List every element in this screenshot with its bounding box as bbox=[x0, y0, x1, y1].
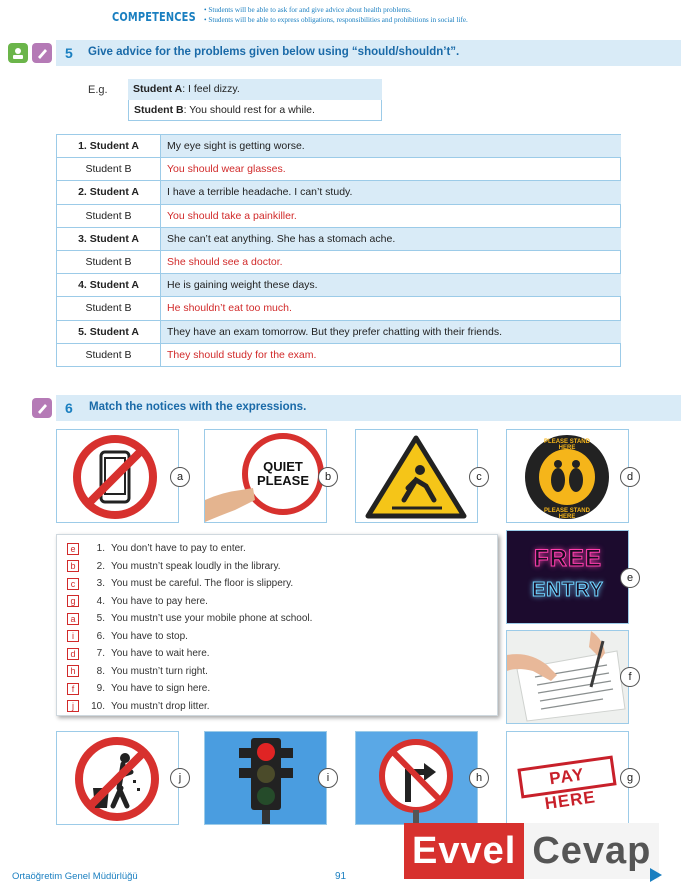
item-number: 10. bbox=[91, 700, 105, 712]
notice-letter-f: f bbox=[620, 667, 640, 687]
notice-letter-b: b bbox=[318, 467, 338, 487]
item-text: You have to wait here. bbox=[111, 648, 210, 659]
item-text: You must be careful. The floor is slippery. bbox=[111, 578, 294, 589]
answer-text[interactable]: He shouldn’t eat too much. bbox=[161, 297, 621, 320]
student-b-label: Student B bbox=[57, 297, 161, 320]
footer-publisher: Ortaöğretim Genel Müdürlüğü bbox=[12, 871, 138, 882]
student-b-label: Student B bbox=[57, 343, 161, 366]
table-row bbox=[57, 320, 621, 343]
list-item bbox=[67, 698, 210, 715]
list-item bbox=[67, 610, 312, 627]
example-label: E.g. bbox=[88, 84, 108, 96]
answer-box[interactable]: h bbox=[67, 665, 79, 677]
item-number: 3. bbox=[96, 578, 105, 589]
table-row bbox=[57, 181, 621, 204]
competences-list bbox=[204, 5, 468, 25]
quiet-please-text: QUIET PLEASE bbox=[256, 459, 309, 488]
answer-box[interactable]: a bbox=[67, 613, 79, 625]
list-item bbox=[67, 663, 208, 680]
list-item bbox=[67, 575, 293, 592]
example-row-a: Student A: I feel dizzy. bbox=[128, 79, 382, 100]
page-number: 91 bbox=[335, 871, 347, 882]
answer-box[interactable]: e bbox=[67, 543, 79, 555]
list-item bbox=[67, 558, 281, 575]
item-text: You don’t have to pay to enter. bbox=[111, 543, 246, 554]
brand-part-2: Cevap bbox=[524, 823, 659, 879]
item-text: You mustn’t speak loudly in the library. bbox=[111, 560, 281, 572]
notice-sign-here bbox=[506, 630, 629, 724]
answer-box[interactable]: f bbox=[67, 683, 79, 695]
table-row bbox=[57, 227, 621, 250]
student-a-label: 2. Student A bbox=[57, 181, 161, 204]
answer-box[interactable]: i bbox=[67, 630, 79, 642]
competence-item: • Students will be able to express obligations, responsibilities and prohibitions in social life. bbox=[204, 15, 468, 25]
item-text: You mustn’t turn right. bbox=[111, 665, 208, 677]
advice-table bbox=[56, 134, 621, 367]
answer-text[interactable]: You should wear glasses. bbox=[161, 158, 621, 181]
free-text: FREE bbox=[533, 545, 602, 572]
section-6-number: 6 bbox=[65, 400, 73, 416]
item-text: You have to stop. bbox=[111, 630, 188, 642]
answer-text[interactable]: They should study for the exam. bbox=[161, 343, 621, 366]
brand-logo bbox=[404, 823, 659, 879]
student-a-label: 3. Student A bbox=[57, 227, 161, 250]
list-item bbox=[67, 628, 188, 645]
student-a-label: 4. Student A bbox=[57, 274, 161, 297]
competences-header bbox=[0, 0, 681, 32]
next-page-arrow-icon[interactable] bbox=[650, 868, 662, 882]
listening-icon bbox=[8, 43, 28, 63]
student-a-label: 5. Student A bbox=[57, 320, 161, 343]
pay-here-stamp: PAY HERE bbox=[517, 755, 616, 798]
competence-item: • Students will be able to ask for and give advice about health problems. bbox=[204, 5, 468, 15]
item-number: 6. bbox=[96, 630, 105, 642]
notice-letter-d: d bbox=[620, 467, 640, 487]
answer-box[interactable]: b bbox=[67, 560, 79, 572]
notice-quiet-please bbox=[204, 429, 327, 523]
student-a-label: 1. Student A bbox=[57, 135, 161, 158]
notice-letter-e: e bbox=[620, 568, 640, 588]
problem-text: I have a terrible headache. I can’t study. bbox=[161, 181, 621, 204]
answer-box[interactable]: d bbox=[67, 648, 79, 660]
section-5-number: 5 bbox=[65, 45, 73, 61]
item-number: 2. bbox=[96, 560, 105, 572]
notice-no-litter bbox=[56, 731, 179, 825]
stand-here-text-top: PLEASE STAND HERE bbox=[544, 439, 590, 451]
notice-letter-j: j bbox=[170, 768, 190, 788]
table-row bbox=[57, 343, 621, 366]
section-6-title: Match the notices with the expressions. bbox=[89, 401, 307, 413]
expressions-list bbox=[56, 534, 498, 716]
item-text: You mustn’t drop litter. bbox=[111, 700, 210, 712]
competences-title: COMPETENCES bbox=[112, 10, 196, 24]
notice-letter-a: a bbox=[170, 467, 190, 487]
item-text: You have to pay here. bbox=[111, 595, 208, 607]
problem-text: He is gaining weight these days. bbox=[161, 274, 621, 297]
item-number: 4. bbox=[96, 595, 105, 607]
item-number: 9. bbox=[96, 683, 105, 694]
table-row bbox=[57, 158, 621, 181]
example-speaker: Student B bbox=[134, 104, 184, 116]
section-5-title: Give advice for the problems given below using “should/shouldn’t”. bbox=[88, 46, 460, 58]
example-text: I feel dizzy. bbox=[188, 83, 240, 95]
item-number: 1. bbox=[96, 543, 105, 554]
list-item bbox=[67, 680, 210, 697]
table-row bbox=[57, 274, 621, 297]
table-row bbox=[57, 204, 621, 227]
entry-text: ENTRY bbox=[531, 579, 605, 601]
answer-text[interactable]: You should take a painkiller. bbox=[161, 204, 621, 227]
notice-traffic-light bbox=[204, 731, 327, 825]
notice-free-entry bbox=[506, 530, 629, 624]
answer-text[interactable]: She should see a doctor. bbox=[161, 250, 621, 273]
notice-wet-floor bbox=[355, 429, 478, 523]
notice-no-right-turn bbox=[355, 731, 478, 825]
problem-text: They have an exam tomorrow. But they prefer chatting with their friends. bbox=[161, 320, 621, 343]
item-text: You mustn’t use your mobile phone at school. bbox=[111, 613, 313, 624]
list-item bbox=[67, 645, 210, 662]
notice-pay-here bbox=[506, 731, 629, 825]
stand-here-text-bottom: PLEASE STAND HERE bbox=[544, 508, 590, 520]
notice-stand-here bbox=[506, 429, 629, 523]
notice-letter-h: h bbox=[469, 768, 489, 788]
item-number: 5. bbox=[96, 613, 105, 624]
example-text: You should rest for a while. bbox=[189, 104, 315, 116]
student-b-label: Student B bbox=[57, 204, 161, 227]
answer-box[interactable]: g bbox=[67, 595, 79, 607]
item-number: 8. bbox=[96, 665, 105, 677]
notice-letter-i: i bbox=[318, 768, 338, 788]
example-speaker: Student A bbox=[133, 83, 183, 95]
brand-part-1: Evvel bbox=[404, 823, 524, 879]
notice-letter-c: c bbox=[469, 467, 489, 487]
writing-icon bbox=[32, 398, 52, 418]
problem-text: My eye sight is getting worse. bbox=[161, 135, 621, 158]
example-row-b: Student B: You should rest for a while. bbox=[128, 100, 382, 121]
writing-icon bbox=[32, 43, 52, 63]
notice-letter-g: g bbox=[620, 768, 640, 788]
item-number: 7. bbox=[96, 648, 105, 659]
table-row bbox=[57, 135, 621, 158]
answer-box[interactable]: j bbox=[67, 700, 79, 712]
notice-no-phone bbox=[56, 429, 179, 523]
item-text: You have to sign here. bbox=[111, 683, 211, 694]
answer-box[interactable]: c bbox=[67, 578, 79, 590]
student-b-label: Student B bbox=[57, 158, 161, 181]
list-item bbox=[67, 540, 246, 557]
list-item bbox=[67, 593, 208, 610]
table-row bbox=[57, 297, 621, 320]
table-row bbox=[57, 250, 621, 273]
problem-text: She can’t eat anything. She has a stomach ache. bbox=[161, 227, 621, 250]
student-b-label: Student B bbox=[57, 250, 161, 273]
